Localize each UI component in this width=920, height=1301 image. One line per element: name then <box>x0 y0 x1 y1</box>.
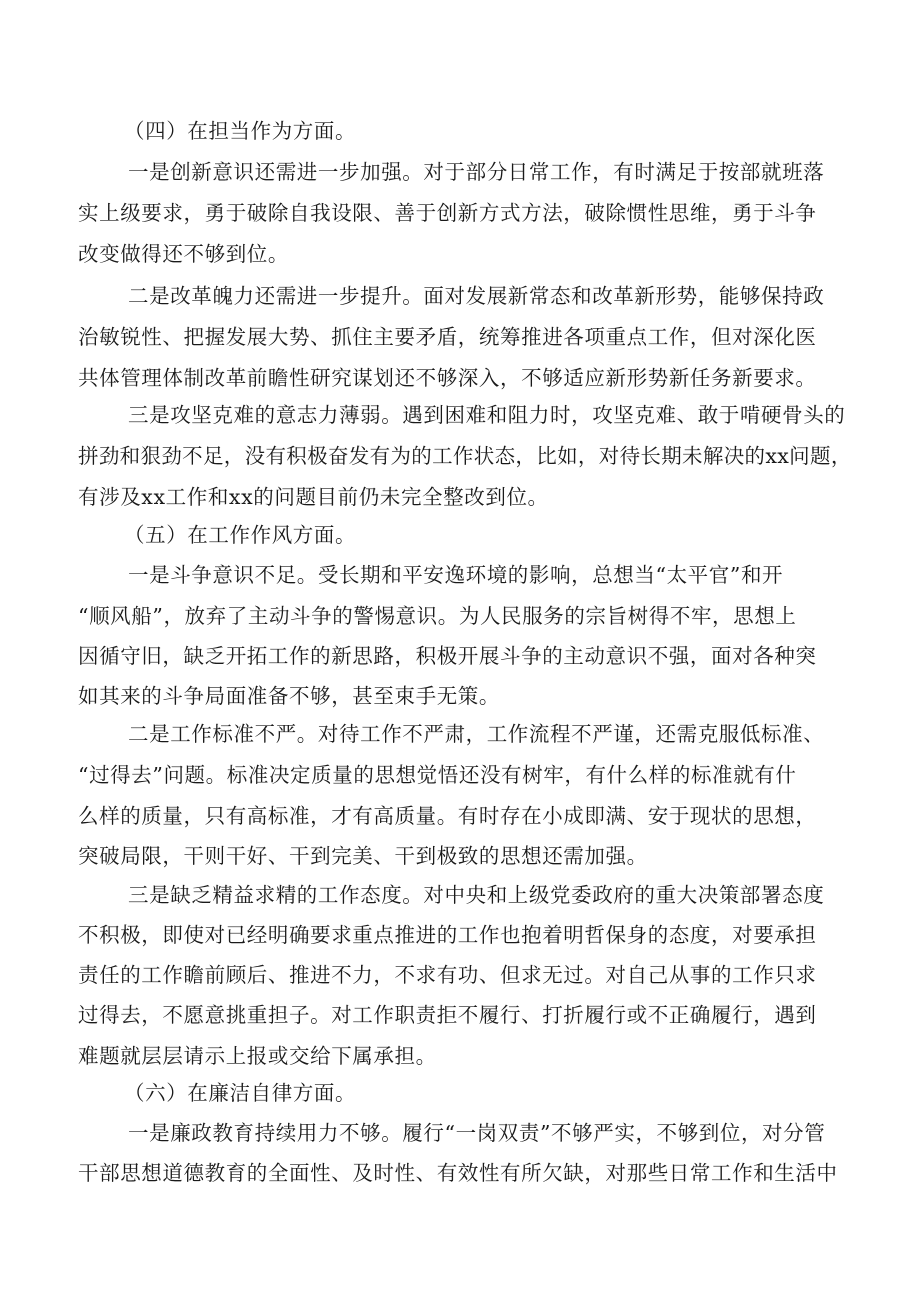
paragraph-first-line: 二是工作标准不严。对待工作不严肃，工作流程不严谨，还需克服低标准、 <box>128 722 825 746</box>
paragraph-line: 干部思想道德教育的全面性、及时性、有效性有所欠缺，对那些日常工作和生活中 <box>78 1161 838 1185</box>
paragraph-line: 难题就层层请示上报或交给下属承担。 <box>78 1044 437 1068</box>
paragraph-first-line: 一是创新意识还需进一步加强。对于部分日常工作，有时满足于按部就班落 <box>128 160 825 184</box>
paragraph-line: 如其来的斗争局面准备不够，甚至束手无策。 <box>78 684 500 708</box>
paragraph-line: 么样的质量，只有高标准，才有高质量。有时存在小成即满、安于现状的思想， <box>78 804 817 828</box>
paragraph-line: 共体管理体制改革前瞻性研究谋划还不够深入，不够适应新形势新任务新要求。 <box>78 366 817 390</box>
section-heading: （四）在担当作为方面。 <box>124 119 357 143</box>
section-heading: （五）在工作作风方面。 <box>124 523 357 547</box>
paragraph-line: 因循守旧，缺乏开拓工作的新思路，积极开展斗争的主动意识不强，面对各种突 <box>78 644 817 668</box>
paragraph-first-line: 三是攻坚克难的意志力薄弱。遇到困难和阻力时，攻坚克难、敢于啃硬骨头的 <box>128 403 846 427</box>
paragraph-line: “顺风船”，放弃了主动斗争的警惕意识。为人民服务的宗旨树得不牢，思想上 <box>78 604 797 628</box>
paragraph-first-line: 一是廉政教育持续用力不够。履行“一岗双责”不够严实，不够到位，对分管 <box>128 1121 826 1145</box>
paragraph-line: 不积极，即使对已经明确要求重点推进的工作也抱着明哲保身的态度，对要承担 <box>78 923 817 947</box>
paragraph-line: 拼劲和狠劲不足，没有积极奋发有为的工作状态，比如，对待长期未解决的xx问题， <box>78 444 852 468</box>
paragraph-line: “过得去”问题。标准决定质量的思想觉悟还没有树牢，有什么样的标准就有什 <box>78 763 797 787</box>
paragraph-line: 突破局限，干则干好、干到完美、干到极致的思想还需加强。 <box>78 844 648 868</box>
paragraph-line: 过得去，不愿意挑重担子。对工作职责拒不履行、打折履行或不正确履行，遇到 <box>78 1003 817 1027</box>
paragraph-first-line: 三是缺乏精益求精的工作态度。对中央和上级党委政府的重大决策部署态度 <box>128 883 825 907</box>
paragraph-first-line: 一是斗争意识不足。受长期和平安逸环境的影响，总想当“太平官”和开 <box>128 563 784 587</box>
paragraph-line: 实上级要求，勇于破除自我设限、善于创新方式方法，破除惯性思维，勇于斗争 <box>78 201 817 225</box>
paragraph-line: 责任的工作瞻前顾后、推进不力，不求有功、但求无过。对自己从事的工作只求 <box>78 963 817 987</box>
paragraph-line: 治敏锐性、把握发展大势、抓住主要矛盾，统筹推进各项重点工作，但对深化医 <box>78 325 817 349</box>
paragraph-line: 有涉及xx工作和xx的问题目前仍未完全整改到位。 <box>78 485 549 509</box>
section-heading: （六）在廉洁自律方面。 <box>124 1081 357 1105</box>
paragraph-line: 改变做得还不够到位。 <box>78 242 289 266</box>
paragraph-first-line: 二是改革魄力还需进一步提升。面对发展新常态和改革新形势，能够保持政 <box>128 284 825 308</box>
